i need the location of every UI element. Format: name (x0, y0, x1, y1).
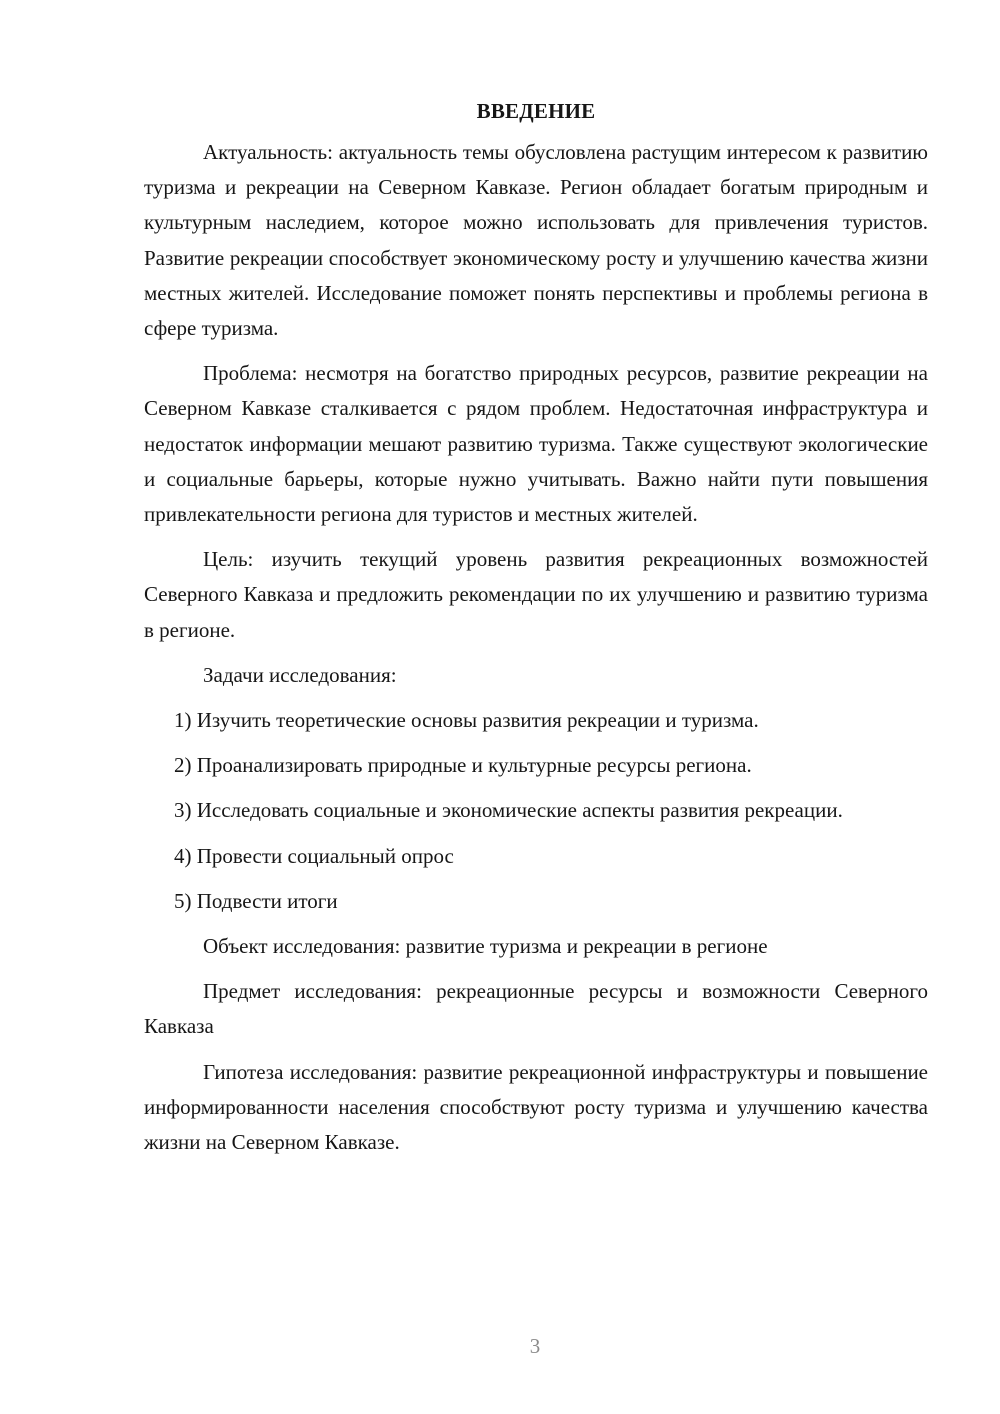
tasks-heading: Задачи исследования: (203, 662, 397, 687)
task-item-4: 4) Провести социальный опрос (174, 843, 454, 868)
task-item-3: 3) Исследовать социальные и экономические аспекты развития рекреации. (174, 798, 843, 823)
paragraph-problem: Проблема: несмотря на богатство природных ресурсов, развитие рекреации на Северном Кавказе сталкивается с рядом проблем. Недостаточная инфраструктура и недостаток информации мешают развитию туризма. Также существуют экологические и социальные барьеры, которые нужно учитывать. Важно найти пути повышения привлекательности региона для туристов и местных жителей. (144, 361, 928, 527)
task-item-2: 2) Проанализировать природные и культурные ресурсы региона. (174, 753, 752, 778)
page-content (144, 94, 928, 1170)
paragraph-relevance: Актуальность: актуальность темы обусловлена растущим интересом к развитию туризма и рекреации на Северном Кавказе. Регион обладает богатым природным и культурным наследием, которое можно использовать для привлечения туристов. Развитие рекреации способствует экономическому росту и улучшению качества жизни местных жителей. Исследование поможет понять перспективы и проблемы региона в сфере туризма. (144, 140, 928, 341)
task-item-5: 5) Подвести итоги (174, 888, 338, 913)
page-number: 3 (529, 1334, 541, 1358)
page-title: ВВЕДЕНИЕ (476, 99, 596, 123)
paragraph-goal: Цель: изучить текущий уровень развития рекреационных возможностей Северного Кавказа и предложить рекомендации по их улучшению и развитию туризма в регионе. (144, 547, 928, 642)
task-item-1: 1) Изучить теоретические основы развития рекреации и туризма. (174, 708, 759, 733)
paragraph-hypothesis: Гипотеза исследования: развитие рекреационной инфраструктуры и повышение информированности населения способствуют росту туризма и улучшению качества жизни на Северном Кавказе. (144, 1059, 928, 1155)
paragraph-subject: Предмет исследования: рекреационные ресурсы и возможности Северного Кавказа (144, 979, 928, 1039)
paragraph-object: Объект исследования: развитие туризма и рекреации в регионе (203, 934, 768, 959)
